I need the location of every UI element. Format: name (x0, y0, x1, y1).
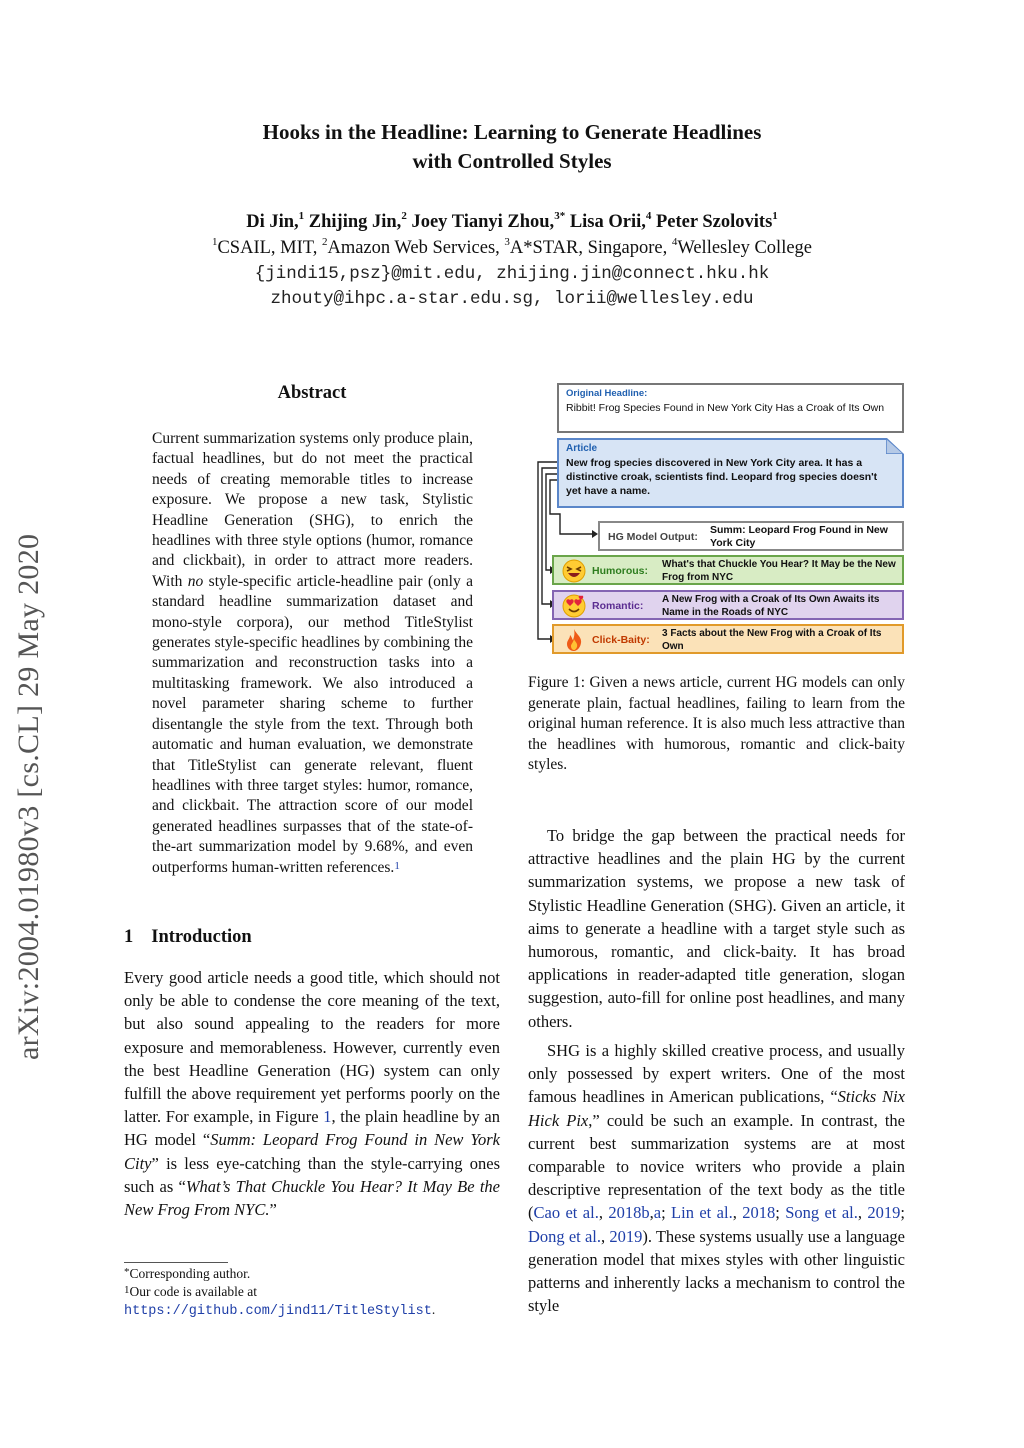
affiliations: $^1$CSAIL, MIT, $^2$Amazon Web Services, $^3$A*STAR, Singapore, $^4$Wellesley College (211, 236, 813, 258)
humorous-label: Humorous: (592, 565, 648, 577)
author: Peter Szolovits$^1$ (656, 210, 778, 232)
humorous-output-text: What's that Chuckle You Hear? It May be the New Frog from NYC (662, 559, 896, 583)
citation-link[interactable]: Lin et al. (671, 1203, 733, 1223)
romantic-output-text: A New Frog with a Croak of Its Own Awaits its Name in the Roads of NYC (662, 594, 880, 618)
footnote-link[interactable]: 1 (394, 859, 400, 872)
author: Zhijing Jin,$^2$ (308, 210, 407, 232)
citation-link[interactable]: Song et al. (785, 1203, 858, 1223)
footnote-corresponding: *Corresponding author. (124, 1266, 251, 1281)
figure-link[interactable]: 1 (323, 1107, 332, 1127)
citation-link[interactable]: 2019 (609, 1226, 643, 1246)
abstract-body: Current summarization systems only produce plain, factual headlines, but do not meet the practical needs of creating memorable titles to increase exposure. We propose a new task, Stylistic Headline Generation (SHG), to enrich the headlines with three style options (humor, romance and clickbait), in order to attract more readers. With no style-specific article-headline pair (only a standard headline summarization dataset and mono-style corpora), our method TitleStylist generates style-specific headlines by combining the summarization and reconstruction tasks into a multitasking framework. We also introduced a novel parameter sharing scheme to further disentangle the style from the text. Through both automatic and human evaluation, we demonstrate that TitleStylist can generate relevant, fluent headlines with three target styles: humor, romance, and clickbait. The attraction score of our model generated headlines surpasses that of the state-of-the-art summarization model by 9.68%, and even outperforms human-written references.$^1$ (152, 430, 473, 876)
citation-link[interactable]: 2018b (608, 1203, 650, 1223)
title-line-2: with Controlled Styles (412, 149, 612, 173)
hg-model-output-box (598, 521, 904, 551)
section-heading: 1 Introduction (124, 927, 252, 947)
author: Joey Tianyi Zhou,$^{3*}$ (411, 210, 566, 232)
right-paragraph-1: To bridge the gap between the practical needs for attractive headlines and the plain HG by the current summarization systems, we propose a new task of Stylistic Headline Generation (SHG). Given an article, it aims to generate a headline with a target style such as humorous, romantic, and click-baity. It has broad applications in reader-adapted title generation, slogan suggestion, auto-fill for online post headlines, and many others. (528, 826, 905, 1031)
laughing-face-icon (562, 559, 586, 583)
hg-model-output-text: Summ: Leopard Frog Found in New York City (710, 524, 888, 549)
title-line-1: Hooks in the Headline: Learning to Generate Headlines (262, 120, 762, 144)
author: Di Jin,$^1$ (246, 210, 305, 232)
original-headline-box (557, 383, 904, 433)
hg-model-output-label: HG Model Output: (608, 531, 698, 543)
fire-icon (562, 628, 586, 652)
email-line-1: {jindi15,psz}@mit.edu, zhijing.jin@connect.hku.hk (254, 264, 770, 284)
figure-caption: Figure 1: Given a news article, current HG models can only generate plain, factual headlines, failing to learn from the original human reference. It is also much less attractive than the headlines with humorous, romantic and click-baity styles. (528, 674, 905, 774)
citation-link[interactable]: Cao et al. (533, 1203, 599, 1223)
arxiv-identifier: arXiv:2004.01980v3 [cs.CL] 29 May 2020 (12, 533, 45, 1060)
paper-title (0, 118, 1024, 176)
article-text: New frog species discovered in New York City area. It has a distinctive croak, scientists find. Leopard frog species doesn't yet have a name. (566, 457, 878, 497)
footnote-code: $^1$Our code is available at https://github.com/jind11/TitleStylist. (124, 1284, 436, 1319)
right-paragraph-2: SHG is a highly skilled creative process, and usually only possessed by expert writers. One of the most famous headlines in American publications, “Sticks Nix Hick Pix,” could be such an example. In contrast, the current best summarization systems are at most comparable to novice writers who provide a plain descriptive representation of the text body as the title (Cao et al., 2018b,a; Lin et al., 2018; Song et al., 2019; Dong et al., 2019). These systems usually use a language generation model that mixes styles with other linguistic patterns and inherently lacks a mechanism to control the style (528, 1041, 906, 1316)
citation-link[interactable]: 2019 (867, 1203, 901, 1223)
romantic-output-box (552, 590, 904, 620)
original-headline-text: Ribbit! Frog Species Found in New York City Has a Croak of Its Own (566, 402, 885, 414)
figure-1 (530, 382, 908, 662)
romantic-label: Romantic: (592, 600, 644, 612)
heart-eyes-face-icon (562, 594, 586, 618)
original-headline-label: Original Headline: (566, 388, 648, 399)
citation-link[interactable]: Dong et al. (528, 1226, 601, 1246)
abstract-heading: Abstract (277, 383, 347, 403)
page-fold-icon (886, 438, 904, 454)
code-url-link[interactable]: https://github.com/jind11/TitleStylist (124, 1304, 432, 1319)
humorous-output-box (552, 555, 904, 585)
article-label: Article (566, 443, 598, 454)
author-list (0, 212, 1024, 233)
article-box (557, 438, 904, 508)
email-line-2: zhouty@ihpc.a-star.edu.sg, lorii@wellesley.edu (270, 289, 754, 309)
intro-paragraph: Every good article needs a good title, which should not only be able to condense the core meaning of the text, but also sound appealing to the readers for more exposure and memorableness. However, currently even the best Headline Generation (HG) system can only fulfill the above requirement yet performs poorly on the latter. For example, in Figure 1, the plain headline by an HG model “Summ: Leopard Frog Found in New York City” is less eye-catching than the style-carrying ones such as “What’s That Chuckle You Hear? It May Be the New Frog From NYC.” (124, 968, 500, 1220)
citation-link[interactable]: 2018 (742, 1203, 776, 1223)
click-baity-label: Click-Baity: (592, 634, 650, 646)
footnote-rule (124, 1262, 228, 1263)
click-baity-output-text: 3 Facts about the New Frog with a Croak of Its Own (662, 628, 882, 652)
click-baity-output-box (552, 624, 904, 654)
author: Lisa Orii,$^4$ (569, 210, 652, 232)
citation-link[interactable]: a (653, 1203, 662, 1223)
